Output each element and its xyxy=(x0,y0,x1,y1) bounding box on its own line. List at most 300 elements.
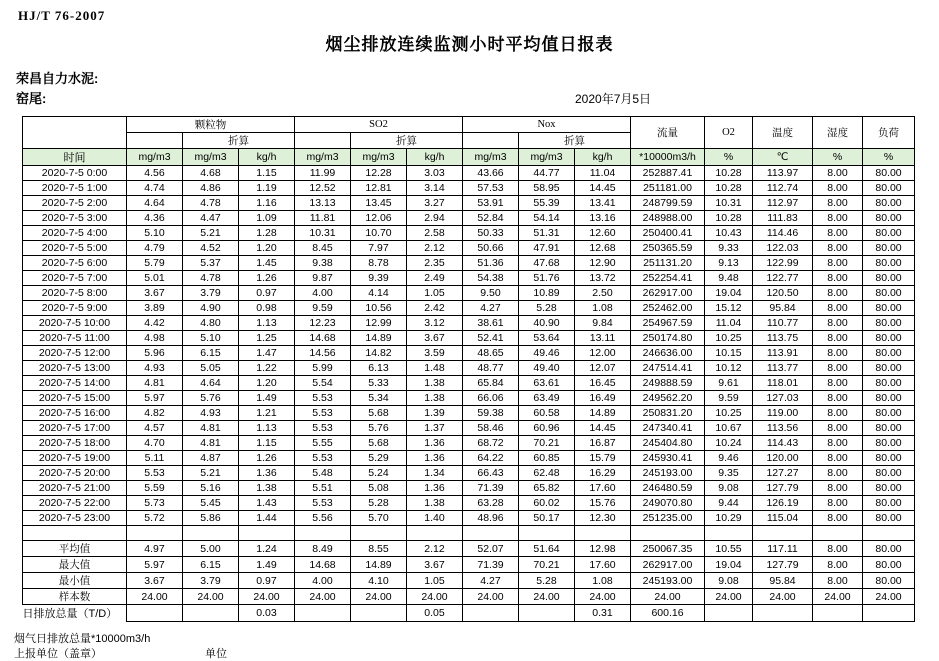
row-time: 2020-7-5 12:00 xyxy=(23,346,127,361)
daily-total-cell-n2 xyxy=(519,605,575,622)
cell-hum: 8.00 xyxy=(813,391,863,406)
cell-o2: 10.25 xyxy=(705,331,753,346)
cell-s3: 1.38 xyxy=(407,391,463,406)
group-header-humidity: 湿度 xyxy=(813,117,863,149)
cell-n2: 5.28 xyxy=(519,301,575,316)
cell-s3: 2.49 xyxy=(407,271,463,286)
cell-n3: 16.87 xyxy=(575,436,631,451)
company-name: 荣昌自力水泥: xyxy=(16,71,99,86)
footer-note: 烟气日排放总量*10000m3/h xyxy=(14,633,151,645)
cell-p3: 0.98 xyxy=(239,301,295,316)
cell-load: 80.00 xyxy=(863,271,915,286)
cell-n2: 44.77 xyxy=(519,166,575,181)
row-time: 2020-7-5 23:00 xyxy=(23,511,127,526)
cell-p2: 5.10 xyxy=(183,331,239,346)
cell-n3: 13.72 xyxy=(575,271,631,286)
cell-hum: 8.00 xyxy=(813,286,863,301)
cell-s1: 5.51 xyxy=(295,481,351,496)
cell-p1: 4.74 xyxy=(127,181,183,196)
cell-load: 80.00 xyxy=(863,376,915,391)
cell-o2: 10.15 xyxy=(705,346,753,361)
cell-p3: 0.97 xyxy=(239,286,295,301)
cell-s3: 2.12 xyxy=(407,241,463,256)
row-time: 2020-7-5 16:00 xyxy=(23,406,127,421)
cell-p2: 4.52 xyxy=(183,241,239,256)
cell-o2: 10.29 xyxy=(705,511,753,526)
summary-cell-hum: 24.00 xyxy=(813,589,863,605)
daily-total-cell-s3: 0.05 xyxy=(407,605,463,622)
spacer-cell xyxy=(127,526,183,541)
cell-temp: 120.50 xyxy=(753,286,813,301)
cell-s2: 12.06 xyxy=(351,211,407,226)
cell-o2: 19.04 xyxy=(705,286,753,301)
cell-s2: 5.34 xyxy=(351,391,407,406)
cell-s1: 13.13 xyxy=(295,196,351,211)
daily-total-cell-p3: 0.03 xyxy=(239,605,295,622)
summary-cell-n2: 24.00 xyxy=(519,589,575,605)
summary-row xyxy=(23,557,915,573)
cell-s3: 3.14 xyxy=(407,181,463,196)
cell-s1: 12.52 xyxy=(295,181,351,196)
row-time: 2020-7-5 13:00 xyxy=(23,361,127,376)
cell-flow: 252254.41 xyxy=(631,271,705,286)
daily-total-cell-p1 xyxy=(127,605,183,622)
cell-o2: 9.48 xyxy=(705,271,753,286)
cell-s3: 3.67 xyxy=(407,331,463,346)
cell-o2: 9.08 xyxy=(705,481,753,496)
cell-n1: 66.06 xyxy=(463,391,519,406)
row-time: 2020-7-5 4:00 xyxy=(23,226,127,241)
summary-cell-p1: 24.00 xyxy=(127,589,183,605)
summary-cell-s2: 4.10 xyxy=(351,573,407,589)
page-title: 烟尘排放连续监测小时平均值日报表 xyxy=(325,35,614,54)
cell-load: 80.00 xyxy=(863,196,915,211)
cell-o2: 11.04 xyxy=(705,316,753,331)
cell-n1: 4.27 xyxy=(463,301,519,316)
cell-n3: 13.16 xyxy=(575,211,631,226)
cell-s2: 8.78 xyxy=(351,256,407,271)
cell-n3: 12.07 xyxy=(575,361,631,376)
summary-cell-s3: 24.00 xyxy=(407,589,463,605)
summary-cell-hum: 8.00 xyxy=(813,557,863,573)
table-row xyxy=(23,331,915,346)
cell-p3: 1.44 xyxy=(239,511,295,526)
group-header-load: 负荷 xyxy=(863,117,915,149)
sub-blank-n1 xyxy=(463,133,519,149)
cell-n2: 49.46 xyxy=(519,346,575,361)
cell-s1: 5.53 xyxy=(295,496,351,511)
cell-hum: 8.00 xyxy=(813,331,863,346)
cell-flow: 246480.59 xyxy=(631,481,705,496)
spacer-cell xyxy=(863,526,915,541)
cell-flow: 249562.20 xyxy=(631,391,705,406)
cell-n3: 11.04 xyxy=(575,166,631,181)
cell-s1: 5.53 xyxy=(295,391,351,406)
cell-p1: 4.93 xyxy=(127,361,183,376)
cell-flow: 245404.80 xyxy=(631,436,705,451)
cell-n1: 38.61 xyxy=(463,316,519,331)
cell-load: 80.00 xyxy=(863,451,915,466)
cell-p1: 5.01 xyxy=(127,271,183,286)
cell-load: 80.00 xyxy=(863,436,915,451)
summary-cell-p1: 3.67 xyxy=(127,573,183,589)
cell-n1: 9.50 xyxy=(463,286,519,301)
cell-p2: 5.76 xyxy=(183,391,239,406)
table-row xyxy=(23,391,915,406)
cell-hum: 8.00 xyxy=(813,361,863,376)
cell-s3: 1.38 xyxy=(407,376,463,391)
cell-hum: 8.00 xyxy=(813,271,863,286)
summary-cell-temp: 24.00 xyxy=(753,589,813,605)
daily-total-cell-o2 xyxy=(705,605,753,622)
unit-p-mg: mg/m3 xyxy=(127,149,183,166)
cell-n3: 9.84 xyxy=(575,316,631,331)
cell-p3: 1.16 xyxy=(239,196,295,211)
cell-n1: 58.46 xyxy=(463,421,519,436)
summary-cell-load: 80.00 xyxy=(863,541,915,557)
cell-hum: 8.00 xyxy=(813,466,863,481)
table-row xyxy=(23,511,915,526)
cell-s2: 6.13 xyxy=(351,361,407,376)
cell-s1: 5.99 xyxy=(295,361,351,376)
cell-temp: 127.79 xyxy=(753,481,813,496)
cell-flow: 249070.80 xyxy=(631,496,705,511)
cell-flow: 250174.80 xyxy=(631,331,705,346)
summary-cell-n2: 70.21 xyxy=(519,557,575,573)
cell-p1: 4.64 xyxy=(127,196,183,211)
daily-total-cell-temp xyxy=(753,605,813,622)
cell-temp: 127.27 xyxy=(753,466,813,481)
summary-cell-s3: 3.67 xyxy=(407,557,463,573)
cell-p3: 1.22 xyxy=(239,361,295,376)
cell-load: 80.00 xyxy=(863,391,915,406)
cell-n3: 17.60 xyxy=(575,481,631,496)
summary-cell-p3: 1.24 xyxy=(239,541,295,557)
cell-s3: 1.37 xyxy=(407,421,463,436)
cell-p1: 4.56 xyxy=(127,166,183,181)
cell-n3: 15.76 xyxy=(575,496,631,511)
row-time: 2020-7-5 11:00 xyxy=(23,331,127,346)
summary-cell-p3: 24.00 xyxy=(239,589,295,605)
summary-cell-p3: 1.49 xyxy=(239,557,295,573)
summary-cell-s3: 1.05 xyxy=(407,573,463,589)
daily-total-label: 日排放总量（T/D） xyxy=(22,608,118,620)
summary-cell-p2: 24.00 xyxy=(183,589,239,605)
cell-load: 80.00 xyxy=(863,346,915,361)
cell-hum: 8.00 xyxy=(813,451,863,466)
cell-s2: 5.68 xyxy=(351,436,407,451)
group-header-particulate: 颗粒物 xyxy=(127,117,295,133)
cell-temp: 112.97 xyxy=(753,196,813,211)
spacer-cell xyxy=(631,526,705,541)
cell-n2: 63.61 xyxy=(519,376,575,391)
cell-flow: 250365.59 xyxy=(631,241,705,256)
cell-s1: 5.54 xyxy=(295,376,351,391)
group-header-nox: Nox xyxy=(463,117,631,133)
daily-total-cell-load xyxy=(863,605,915,622)
cell-hum: 8.00 xyxy=(813,511,863,526)
cell-p3: 1.38 xyxy=(239,481,295,496)
cell-p1: 5.79 xyxy=(127,256,183,271)
cell-flow: 252462.00 xyxy=(631,301,705,316)
cell-p1: 4.82 xyxy=(127,406,183,421)
cell-o2: 10.67 xyxy=(705,421,753,436)
cell-p2: 5.86 xyxy=(183,511,239,526)
cell-load: 80.00 xyxy=(863,316,915,331)
cell-p2: 5.37 xyxy=(183,256,239,271)
summary-cell-n2: 51.64 xyxy=(519,541,575,557)
row-time: 2020-7-5 6:00 xyxy=(23,256,127,271)
cell-s2: 12.99 xyxy=(351,316,407,331)
spacer-cell xyxy=(575,526,631,541)
row-time: 2020-7-5 0:00 xyxy=(23,166,127,181)
cell-n3: 13.11 xyxy=(575,331,631,346)
summary-row xyxy=(23,541,915,557)
cell-s3: 3.03 xyxy=(407,166,463,181)
cell-p2: 4.86 xyxy=(183,181,239,196)
table-row xyxy=(23,361,915,376)
cell-p3: 1.19 xyxy=(239,181,295,196)
cell-p2: 5.05 xyxy=(183,361,239,376)
row-time: 2020-7-5 10:00 xyxy=(23,316,127,331)
cell-n1: 66.43 xyxy=(463,466,519,481)
table-row xyxy=(23,211,915,226)
summary-cell-s2: 24.00 xyxy=(351,589,407,605)
cell-n1: 63.28 xyxy=(463,496,519,511)
unit-o2: % xyxy=(705,149,753,166)
table-row xyxy=(23,256,915,271)
cell-n3: 12.68 xyxy=(575,241,631,256)
cell-flow: 245930.41 xyxy=(631,451,705,466)
cell-p3: 1.13 xyxy=(239,316,295,331)
cell-p3: 1.13 xyxy=(239,421,295,436)
summary-cell-flow: 262917.00 xyxy=(631,557,705,573)
cell-p1: 5.53 xyxy=(127,466,183,481)
table-row xyxy=(23,346,915,361)
cell-n1: 48.65 xyxy=(463,346,519,361)
row-time: 2020-7-5 3:00 xyxy=(23,211,127,226)
cell-load: 80.00 xyxy=(863,226,915,241)
cell-p1: 5.97 xyxy=(127,391,183,406)
cell-load: 80.00 xyxy=(863,331,915,346)
summary-cell-s2: 8.55 xyxy=(351,541,407,557)
summary-cell-n3: 1.08 xyxy=(575,573,631,589)
summary-cell-n1: 71.39 xyxy=(463,557,519,573)
cell-hum: 8.00 xyxy=(813,211,863,226)
cell-temp: 113.91 xyxy=(753,346,813,361)
cell-s1: 5.56 xyxy=(295,511,351,526)
spacer-cell xyxy=(705,526,753,541)
cell-o2: 9.59 xyxy=(705,391,753,406)
cell-s1: 9.59 xyxy=(295,301,351,316)
cell-o2: 15.12 xyxy=(705,301,753,316)
summary-cell-p2: 3.79 xyxy=(183,573,239,589)
summary-cell-temp: 117.11 xyxy=(753,541,813,557)
row-time: 2020-7-5 14:00 xyxy=(23,376,127,391)
cell-s1: 9.38 xyxy=(295,256,351,271)
cell-load: 80.00 xyxy=(863,211,915,226)
cell-p2: 4.47 xyxy=(183,211,239,226)
emission-data-table xyxy=(22,116,915,622)
cell-s3: 3.27 xyxy=(407,196,463,211)
spacer-cell xyxy=(407,526,463,541)
cell-s1: 5.55 xyxy=(295,436,351,451)
cell-load: 80.00 xyxy=(863,181,915,196)
summary-label: 样本数 xyxy=(23,589,127,605)
cell-n2: 55.39 xyxy=(519,196,575,211)
cell-flow: 251131.20 xyxy=(631,256,705,271)
cell-p2: 3.79 xyxy=(183,286,239,301)
summary-cell-s1: 24.00 xyxy=(295,589,351,605)
unit-p-kg: kg/h xyxy=(239,149,295,166)
unit-temp: ℃ xyxy=(753,149,813,166)
spacer-cell xyxy=(351,526,407,541)
unit-n-mg: mg/m3 xyxy=(463,149,519,166)
cell-n2: 62.48 xyxy=(519,466,575,481)
cell-temp: 95.84 xyxy=(753,301,813,316)
cell-hum: 8.00 xyxy=(813,256,863,271)
cell-n3: 16.45 xyxy=(575,376,631,391)
cell-s3: 3.12 xyxy=(407,316,463,331)
cell-n3: 14.89 xyxy=(575,406,631,421)
cell-flow: 245193.00 xyxy=(631,466,705,481)
unit-n-kg: kg/h xyxy=(575,149,631,166)
summary-cell-p2: 5.00 xyxy=(183,541,239,557)
summary-cell-o2: 24.00 xyxy=(705,589,753,605)
cell-temp: 122.77 xyxy=(753,271,813,286)
cell-n3: 14.45 xyxy=(575,181,631,196)
cell-s2: 14.82 xyxy=(351,346,407,361)
cell-load: 80.00 xyxy=(863,286,915,301)
row-time: 2020-7-5 19:00 xyxy=(23,451,127,466)
cell-n3: 15.79 xyxy=(575,451,631,466)
summary-label: 最小值 xyxy=(23,573,127,589)
cell-p1: 4.70 xyxy=(127,436,183,451)
cell-o2: 10.12 xyxy=(705,361,753,376)
cell-p1: 4.57 xyxy=(127,421,183,436)
report-date: 2020年7月5日 xyxy=(575,92,652,106)
cell-temp: 113.56 xyxy=(753,421,813,436)
cell-n3: 14.45 xyxy=(575,421,631,436)
table-row xyxy=(23,316,915,331)
cell-s1: 10.31 xyxy=(295,226,351,241)
cell-s3: 1.34 xyxy=(407,466,463,481)
cell-s1: 4.00 xyxy=(295,286,351,301)
summary-cell-flow: 24.00 xyxy=(631,589,705,605)
summary-cell-n1: 24.00 xyxy=(463,589,519,605)
cell-p2: 4.68 xyxy=(183,166,239,181)
table-row xyxy=(23,481,915,496)
cell-p1: 5.10 xyxy=(127,226,183,241)
cell-n1: 52.84 xyxy=(463,211,519,226)
cell-load: 80.00 xyxy=(863,466,915,481)
cell-n1: 54.38 xyxy=(463,271,519,286)
cell-p1: 4.79 xyxy=(127,241,183,256)
cell-n1: 52.41 xyxy=(463,331,519,346)
table-body xyxy=(23,166,915,622)
row-time: 2020-7-5 17:00 xyxy=(23,421,127,436)
cell-hum: 8.00 xyxy=(813,376,863,391)
spacer-cell xyxy=(753,526,813,541)
cell-p1: 3.67 xyxy=(127,286,183,301)
cell-p2: 5.21 xyxy=(183,466,239,481)
table-row xyxy=(23,421,915,436)
cell-temp: 115.04 xyxy=(753,511,813,526)
cell-temp: 127.03 xyxy=(753,391,813,406)
cell-temp: 122.03 xyxy=(753,241,813,256)
cell-n2: 54.14 xyxy=(519,211,575,226)
group-header-o2: O2 xyxy=(705,117,753,149)
unit-s-kg: kg/h xyxy=(407,149,463,166)
daily-total-cell-n1 xyxy=(463,605,519,622)
cell-flow: 246636.00 xyxy=(631,346,705,361)
unit-humidity: % xyxy=(813,149,863,166)
cell-n2: 60.85 xyxy=(519,451,575,466)
cell-hum: 8.00 xyxy=(813,436,863,451)
group-header-flow: 流量 xyxy=(631,117,705,149)
cell-n1: 50.66 xyxy=(463,241,519,256)
cell-s2: 13.45 xyxy=(351,196,407,211)
cell-n1: 51.36 xyxy=(463,256,519,271)
cell-load: 80.00 xyxy=(863,301,915,316)
cell-n1: 48.77 xyxy=(463,361,519,376)
spacer-cell xyxy=(295,526,351,541)
cell-flow: 262917.00 xyxy=(631,286,705,301)
cell-p1: 5.96 xyxy=(127,346,183,361)
cell-p1: 4.98 xyxy=(127,331,183,346)
cell-hum: 8.00 xyxy=(813,346,863,361)
summary-cell-n3: 12.98 xyxy=(575,541,631,557)
cell-flow: 247514.41 xyxy=(631,361,705,376)
cell-n2: 49.40 xyxy=(519,361,575,376)
cell-load: 80.00 xyxy=(863,421,915,436)
daily-total-cell-p2 xyxy=(183,605,239,622)
cell-o2: 9.33 xyxy=(705,241,753,256)
summary-cell-flow: 250067.35 xyxy=(631,541,705,557)
cell-hum: 8.00 xyxy=(813,241,863,256)
cell-n3: 12.90 xyxy=(575,256,631,271)
cell-s3: 1.05 xyxy=(407,286,463,301)
cell-temp: 113.97 xyxy=(753,166,813,181)
cell-p3: 1.45 xyxy=(239,256,295,271)
cell-s2: 14.89 xyxy=(351,331,407,346)
sub-blank-s1 xyxy=(295,133,351,149)
cell-temp: 114.46 xyxy=(753,226,813,241)
cell-s3: 2.58 xyxy=(407,226,463,241)
cell-s3: 1.48 xyxy=(407,361,463,376)
cell-s1: 11.81 xyxy=(295,211,351,226)
unit-flow: *10000m3/h xyxy=(631,149,705,166)
cell-s3: 1.39 xyxy=(407,406,463,421)
cell-temp: 111.83 xyxy=(753,211,813,226)
summary-cell-n3: 17.60 xyxy=(575,557,631,573)
cell-p3: 1.15 xyxy=(239,436,295,451)
table-group-header-row xyxy=(23,117,915,133)
cell-s1: 9.87 xyxy=(295,271,351,286)
cell-p2: 5.16 xyxy=(183,481,239,496)
cell-n1: 43.66 xyxy=(463,166,519,181)
unit-time: 时间 xyxy=(23,149,127,166)
group-header-so2: SO2 xyxy=(295,117,463,133)
cell-p3: 1.28 xyxy=(239,226,295,241)
row-time: 2020-7-5 8:00 xyxy=(23,286,127,301)
cell-n2: 53.64 xyxy=(519,331,575,346)
cell-load: 80.00 xyxy=(863,256,915,271)
cell-n1: 53.91 xyxy=(463,196,519,211)
summary-cell-o2: 19.04 xyxy=(705,557,753,573)
cell-n2: 60.96 xyxy=(519,421,575,436)
cell-load: 80.00 xyxy=(863,406,915,421)
